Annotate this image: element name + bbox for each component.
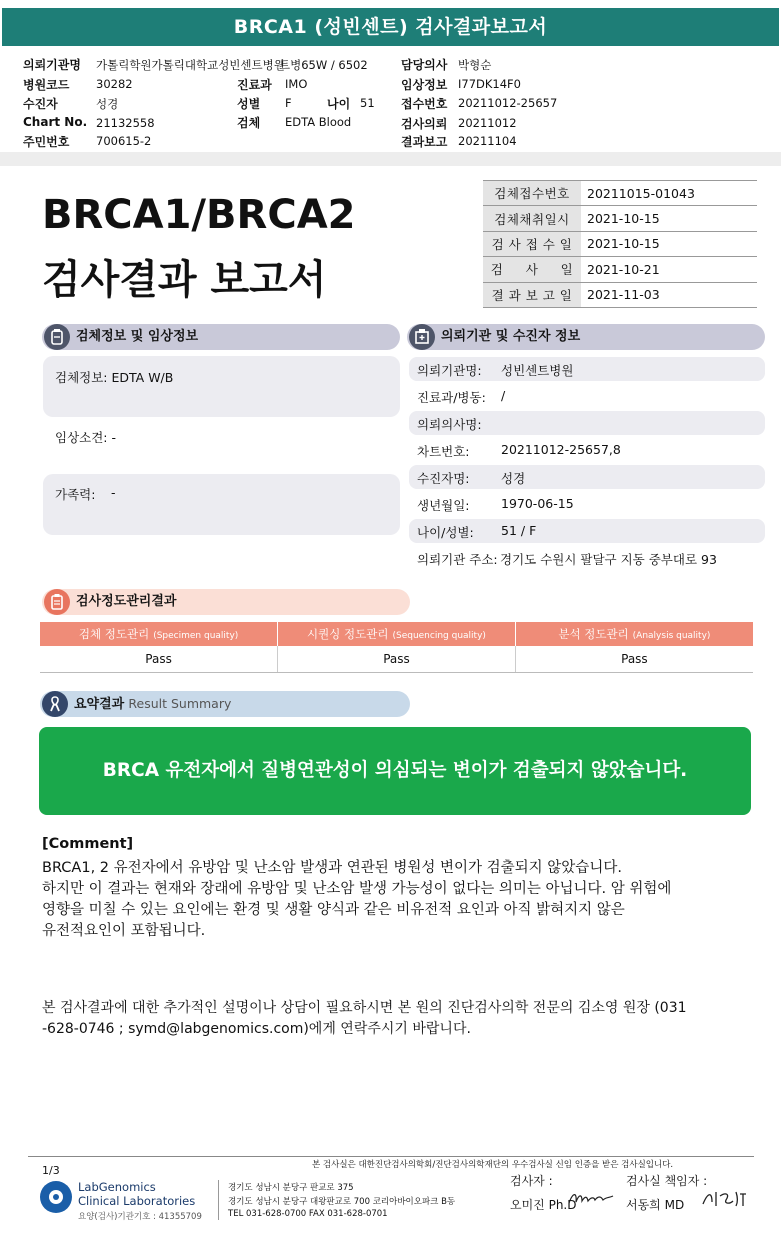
receipt-no-value: 20211012-25657 xyxy=(458,96,558,110)
quality-col-header xyxy=(515,622,753,646)
col-name: 분석 정도관리 xyxy=(558,627,629,641)
main-title-line1: BRCA1/BRCA2 xyxy=(42,192,356,238)
comment-line: 영향을 미칠 수 있는 요인에는 환경 및 생활 양식과 같은 비유전적 요인과 아직 밝혀지지 않은 xyxy=(42,902,625,918)
summary-section-header xyxy=(40,691,410,717)
sex-value: F xyxy=(285,96,292,110)
footer-divider xyxy=(28,1156,754,1157)
report-date-value: 20211104 xyxy=(458,134,517,148)
contact-line: -628-0746 ; symd@labgenomics.com)에게 연락주시기 바랍니다. xyxy=(42,1021,471,1037)
quality-section-title: 검사정도관리결과 xyxy=(76,594,177,609)
col-sub: (Specimen quality) xyxy=(153,631,239,641)
chart-no-label: Chart No. xyxy=(23,115,88,129)
test-date-value: 2021-10-21 xyxy=(581,257,757,282)
specimen-label: 검체 xyxy=(237,116,261,130)
manager-name: 서동희 MD xyxy=(626,1198,685,1212)
patient-label: 수진자 xyxy=(23,97,58,111)
collection-label: 검체채취일시 xyxy=(483,206,581,231)
row-value: / xyxy=(501,388,506,403)
comment-line: BRCA1, 2 유전자에서 유방암 및 난소암 발생과 연관된 병원성 변이가 검출되지 않았습니다. xyxy=(42,860,622,876)
col-sub: (Sequencing quality) xyxy=(392,631,486,641)
specimen-value: EDTA Blood xyxy=(285,115,352,129)
dept-value: IMO xyxy=(285,77,308,91)
patient-value: 성경 xyxy=(96,97,119,111)
report-title-bar: BRCA1 (성빈센트) 검사결과보고서 xyxy=(2,8,779,46)
test-receipt-label: 검 사 접 수 일 xyxy=(483,231,581,256)
lab-name-1: LabGenomics xyxy=(78,1180,156,1194)
footer-vertical-divider xyxy=(218,1180,219,1220)
result-report-label: 결 과 보 고 일 xyxy=(483,282,581,307)
row-value: 성빈센트병원 xyxy=(501,363,574,378)
info-row xyxy=(409,411,765,435)
manager-signature xyxy=(700,1186,750,1210)
request-label: 검사의뢰 xyxy=(401,117,448,131)
chart-no-value: 21132558 xyxy=(96,116,155,130)
row-value: 성경 xyxy=(501,471,526,486)
tester-label: 검사자 : xyxy=(510,1174,553,1188)
receipt-no-label: 접수번호 xyxy=(401,97,448,111)
col-name: 시퀀싱 정도관리 xyxy=(307,627,389,641)
id-label: 주민번호 xyxy=(23,135,70,149)
labgenomics-logo xyxy=(40,1181,72,1213)
specimen-info-box xyxy=(43,356,400,417)
comment-line: 하지만 이 결과는 현재와 장래에 유방암 및 난소암 발생 가능성이 없다는 의미는 아닙니다. 암 위험에 xyxy=(42,881,672,897)
family-history-value: - xyxy=(111,485,116,500)
summary-title-ko: 요약결과 xyxy=(74,697,125,712)
ribbon-icon xyxy=(42,691,68,717)
receipt-value: 20211015-01043 xyxy=(581,181,757,206)
dept-label: 진료과 xyxy=(237,78,272,92)
manager-label: 검사실 책임자 : xyxy=(626,1174,708,1188)
quality-col-header xyxy=(40,622,278,646)
report-date-label: 결과보고 xyxy=(401,135,448,149)
age-value: 51 xyxy=(360,96,375,110)
quality-col-header xyxy=(278,622,516,646)
info-row xyxy=(409,465,765,489)
clinical-info-value: I77DK14F0 xyxy=(458,77,521,91)
clinical-findings: 임상소견: - xyxy=(55,430,116,445)
row-label: 생년월일: xyxy=(417,498,470,513)
tester-name: 오미진 Ph.D xyxy=(510,1198,577,1212)
test-receipt-value: 2021-10-15 xyxy=(581,231,757,256)
quality-table xyxy=(40,622,753,673)
info-row xyxy=(409,492,765,516)
certification-text: 본 검사실은 대한진단검사의학회/진단검사의학재단의 우수검사실 신임 인증을 받은 검사실입니다. xyxy=(312,1160,674,1170)
quality-result: Pass xyxy=(278,646,516,672)
row-value: 51 / F xyxy=(501,523,537,538)
id-value: 700615-2 xyxy=(96,134,152,148)
col-sub: (Analysis quality) xyxy=(632,631,711,641)
row-label: 수진자명: xyxy=(417,471,470,486)
institution-value: 가톨릭학원가톨릭대학교성빈센트병원 xyxy=(96,58,285,72)
comment-heading: [Comment] xyxy=(42,836,134,852)
institution-section-title: 의뢰기관 및 수진자 정보 xyxy=(441,329,581,344)
row-value: 1970-06-15 xyxy=(501,496,574,511)
specimen-section-title: 검체정보 및 임상정보 xyxy=(76,329,199,344)
info-row xyxy=(409,519,765,543)
col-name: 검체 정도관리 xyxy=(78,627,150,641)
lab-code: 요양(검사)기관기호 : 41355709 xyxy=(78,1212,202,1222)
result-summary-box: BRCA 유전자에서 질병연관성이 의심되는 변이가 검출되지 않았습니다. xyxy=(39,727,751,815)
lab-address-1: 경기도 성남시 분당구 판교로 375 xyxy=(228,1183,354,1193)
address-value: 경기도 수원시 팔달구 지동 중부대로 93 xyxy=(500,552,717,567)
info-row xyxy=(409,438,765,462)
quality-result: Pass xyxy=(515,646,753,672)
row-label: 진료과/병동: xyxy=(417,390,486,405)
row-label: 차트번호: xyxy=(417,444,470,459)
row-value: 20211012-25657,8 xyxy=(501,442,621,457)
tester-signature xyxy=(567,1188,617,1210)
lab-name-2: Clinical Laboratories xyxy=(78,1194,196,1208)
summary-title-en: Result Summary xyxy=(128,696,232,711)
receipt-label: 검체접수번호 xyxy=(483,181,581,206)
request-value: 20211012 xyxy=(458,116,517,130)
info-row xyxy=(409,357,765,381)
main-title-line2: 검사결과 보고서 xyxy=(42,257,327,303)
doctor-value: 박형순 xyxy=(458,58,492,72)
lab-address-2: 경기도 성남시 분당구 대왕판교로 700 코리아바이오파크 B동 xyxy=(228,1197,456,1207)
hospital-icon xyxy=(409,324,435,350)
lab-phone: TEL 031-628-0700 FAX 031-628-0701 xyxy=(228,1209,388,1219)
clipboard-icon xyxy=(44,589,70,615)
sex-label: 성별 xyxy=(237,97,261,111)
institution-section-header xyxy=(407,324,765,350)
ward-value: 트병65W / 6502 xyxy=(279,58,368,72)
hospital-code-value: 30282 xyxy=(96,77,133,91)
row-label: 의뢰의사명: xyxy=(417,417,482,432)
clinical-info-label: 임상정보 xyxy=(401,78,448,92)
specimen-section-header xyxy=(42,324,400,350)
receipt-table xyxy=(483,180,757,308)
test-date-label: 검 사 일 xyxy=(483,257,581,282)
page-number: 1/3 xyxy=(42,1164,60,1177)
row-label: 의뢰기관명: xyxy=(417,363,482,378)
row-label: 나이/성별: xyxy=(417,525,474,540)
summary-section-title xyxy=(74,691,231,718)
address-label: 의뢰기관 주소: xyxy=(417,552,498,567)
age-label: 나이 xyxy=(327,97,351,111)
family-history-box xyxy=(43,474,400,535)
hospital-code-label: 병원코드 xyxy=(23,78,70,92)
specimen-info: 검체정보: EDTA W/B xyxy=(55,370,174,385)
lab-flask-icon xyxy=(44,324,70,350)
info-row xyxy=(409,384,765,408)
quality-section-header xyxy=(42,589,410,615)
doctor-label: 담당의사 xyxy=(401,58,448,72)
result-report-value: 2021-11-03 xyxy=(581,282,757,307)
family-history-label: 가족력: xyxy=(55,487,96,502)
comment-line: 유전적요인이 포함됩니다. xyxy=(42,923,206,939)
quality-result: Pass xyxy=(40,646,278,672)
separator xyxy=(0,152,781,166)
institution-label: 의뢰기관명 xyxy=(23,58,81,72)
contact-line: 본 검사결과에 대한 추가적인 설명이나 상담이 필요하시면 본 원의 진단검사의학 전문의 김소영 원장 (031 xyxy=(42,1000,687,1016)
collection-value: 2021-10-15 xyxy=(581,206,757,231)
address-row xyxy=(409,546,765,570)
